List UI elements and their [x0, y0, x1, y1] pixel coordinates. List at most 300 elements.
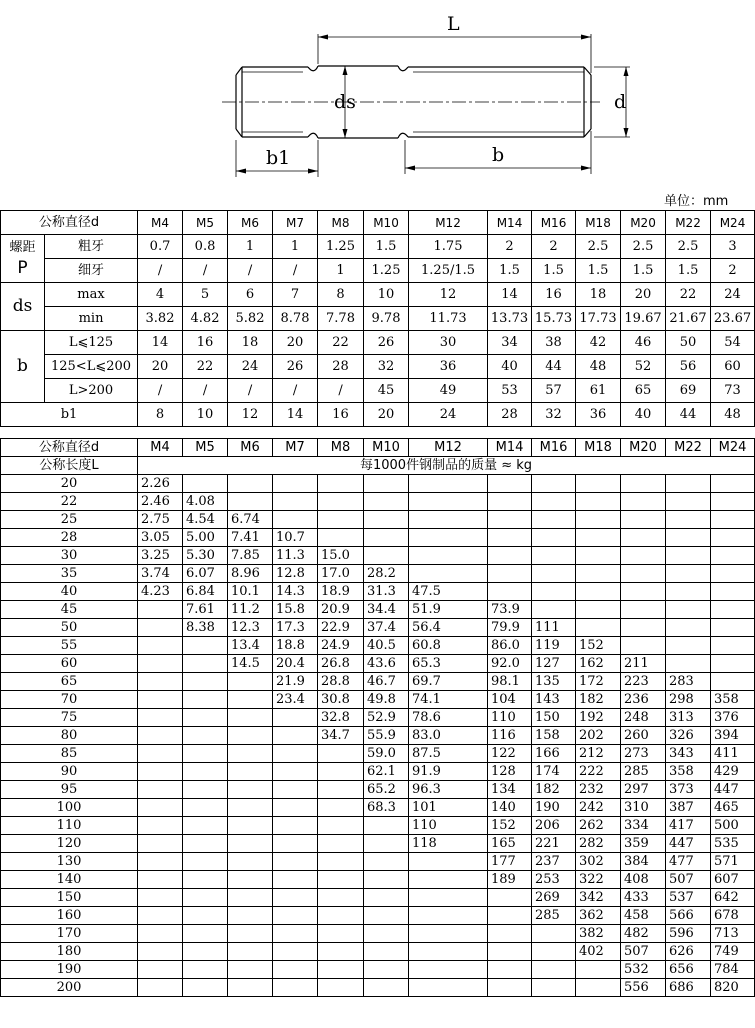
mass-cell: 507: [666, 871, 711, 889]
mass-cell: [228, 889, 273, 907]
mass-cell: 28.8: [318, 673, 364, 691]
mass-cell: 302: [576, 853, 621, 871]
mass-cell: 4.08: [183, 493, 228, 511]
mass-cell: 500: [711, 817, 755, 835]
size-cell: M16: [532, 211, 576, 235]
spec-table: [0, 210, 755, 427]
mass-cell: [138, 619, 183, 637]
mass-cell: 140: [488, 799, 532, 817]
mass-cell: [711, 619, 755, 637]
b1-cell: 20: [364, 403, 409, 427]
mass-cell: 162: [576, 655, 621, 673]
mass-cell: [621, 547, 666, 565]
mass-row: [1, 547, 755, 565]
mass-cell: [183, 673, 228, 691]
mass-cell: [318, 853, 364, 871]
mass-row: [1, 583, 755, 601]
mass-cell: 408: [621, 871, 666, 889]
mass-cell: 222: [576, 763, 621, 781]
mass-cell: 55.9: [364, 727, 409, 745]
mass-cell: 119: [532, 637, 576, 655]
mass-cell: 232: [576, 781, 621, 799]
length-cell: 160: [1, 907, 138, 925]
mass-cell: 3.74: [138, 565, 183, 583]
size-cell: M5: [183, 439, 228, 457]
size-cell: M18: [576, 211, 621, 235]
mass-cell: 74.1: [409, 691, 488, 709]
mass-caption: 每1000件钢制品的质量 ≈ kg: [138, 457, 755, 475]
mass-cell: [711, 475, 755, 493]
size-cell: M4: [138, 439, 183, 457]
mass-cell: [318, 529, 364, 547]
mass-cell: 262: [576, 817, 621, 835]
mass-cell: [228, 781, 273, 799]
mass-cell: [364, 889, 409, 907]
ds-max-cell: 24: [711, 283, 755, 307]
coarse-pitch-cell: 2: [532, 235, 576, 259]
mass-cell: [183, 745, 228, 763]
mass-cell: [364, 979, 409, 997]
fine-pitch-cell: 1.5: [666, 259, 711, 283]
mass-cell: 411: [711, 745, 755, 763]
coarse-pitch-cell: 1: [273, 235, 318, 259]
mass-cell: 87.5: [409, 745, 488, 763]
mass-row: [1, 835, 755, 853]
mass-cell: [532, 943, 576, 961]
mass-cell: [318, 961, 364, 979]
mass-cell: [138, 763, 183, 781]
mass-cell: 820: [711, 979, 755, 997]
mass-cell: [488, 583, 532, 601]
mass-cell: [138, 727, 183, 745]
fine-pitch-cell: 1.5: [621, 259, 666, 283]
mass-row: [1, 781, 755, 799]
mass-cell: [711, 673, 755, 691]
mass-cell: [576, 493, 621, 511]
mass-cell: 15.0: [318, 547, 364, 565]
mass-cell: [138, 889, 183, 907]
mass-cell: [138, 601, 183, 619]
coarse-pitch-cell: 2.5: [621, 235, 666, 259]
mass-cell: 334: [621, 817, 666, 835]
spec-header-label: 公称直径d: [1, 211, 138, 235]
mass-cell: [183, 889, 228, 907]
mass-cell: 465: [711, 799, 755, 817]
ds-max-cell: 8: [318, 283, 364, 307]
mass-cell: 394: [711, 727, 755, 745]
mass-cell: [576, 565, 621, 583]
mass-cell: [273, 925, 318, 943]
mass-cell: 17.0: [318, 565, 364, 583]
b-cell: 34: [488, 331, 532, 355]
mass-cell: [318, 475, 364, 493]
mass-cell: 65.2: [364, 781, 409, 799]
ds-min-cell: 3.82: [138, 307, 183, 331]
ds-max-cell: 6: [228, 283, 273, 307]
size-cell: M8: [318, 211, 364, 235]
b1-cell: 40: [621, 403, 666, 427]
mass-cell: 92.0: [488, 655, 532, 673]
mass-cell: 376: [711, 709, 755, 727]
mass-cell: 43.6: [364, 655, 409, 673]
mass-row: [1, 925, 755, 943]
mass-cell: 749: [711, 943, 755, 961]
mass-cell: [621, 511, 666, 529]
mass-cell: 96.3: [409, 781, 488, 799]
size-cell: M22: [666, 439, 711, 457]
mass-cell: 8.96: [228, 565, 273, 583]
ds-label: ds: [1, 283, 45, 331]
dim-d-label: d: [614, 91, 627, 113]
fine-pitch-cell: /: [228, 259, 273, 283]
mass-cell: [666, 583, 711, 601]
mass-cell: 192: [576, 709, 621, 727]
b-cell: 48: [576, 355, 621, 379]
coarse-label: 粗牙: [45, 235, 138, 259]
mass-cell: 566: [666, 907, 711, 925]
length-cell: 150: [1, 889, 138, 907]
mass-cell: 68.3: [364, 799, 409, 817]
mass-cell: [409, 907, 488, 925]
mass-cell: [318, 799, 364, 817]
mass-cell: 135: [532, 673, 576, 691]
mass-row: [1, 817, 755, 835]
mass-cell: [711, 511, 755, 529]
mass-cell: [138, 745, 183, 763]
mass-cell: [666, 511, 711, 529]
mass-cell: [183, 853, 228, 871]
coarse-row: [1, 235, 755, 259]
size-cell: M12: [409, 439, 488, 457]
mass-cell: [576, 979, 621, 997]
mass-cell: [138, 655, 183, 673]
mass-cell: [711, 601, 755, 619]
mass-cell: 37.4: [364, 619, 409, 637]
mass-cell: [183, 709, 228, 727]
mass-cell: [183, 961, 228, 979]
mass-cell: 32.8: [318, 709, 364, 727]
length-cell: 25: [1, 511, 138, 529]
mass-cell: [409, 943, 488, 961]
mass-cell: 384: [621, 853, 666, 871]
b1-cell: 8: [138, 403, 183, 427]
mass-cell: 56.4: [409, 619, 488, 637]
length-cell: 30: [1, 547, 138, 565]
b1-cell: 14: [273, 403, 318, 427]
mass-cell: [228, 763, 273, 781]
mass-row: [1, 871, 755, 889]
fine-pitch-cell: 1: [318, 259, 364, 283]
size-cell: M12: [409, 211, 488, 235]
mass-cell: [273, 781, 318, 799]
mass-cell: [711, 529, 755, 547]
length-cell: 190: [1, 961, 138, 979]
b-row-2: [1, 379, 755, 403]
mass-cell: [183, 781, 228, 799]
mass-cell: 447: [666, 835, 711, 853]
b-cell: 18: [228, 331, 273, 355]
mass-cell: 223: [621, 673, 666, 691]
mass-cell: [273, 475, 318, 493]
coarse-pitch-cell: 3: [711, 235, 755, 259]
mass-cell: 5.30: [183, 547, 228, 565]
mass-cell: 221: [532, 835, 576, 853]
mass-cell: 182: [576, 691, 621, 709]
mass-row: [1, 493, 755, 511]
max-label: max: [45, 283, 138, 307]
mass-cell: 34.4: [364, 601, 409, 619]
mass-cell: 358: [711, 691, 755, 709]
mass-cell: [183, 871, 228, 889]
length-label: 公称长度L: [1, 457, 138, 475]
mass-cell: [532, 547, 576, 565]
mass-cell: 165: [488, 835, 532, 853]
mass-cell: 686: [666, 979, 711, 997]
mass-row: [1, 637, 755, 655]
mass-cell: [138, 817, 183, 835]
length-cell: 180: [1, 943, 138, 961]
mass-cell: 98.1: [488, 673, 532, 691]
mass-caption-row: [1, 457, 755, 475]
mass-cell: [273, 961, 318, 979]
mass-cell: [409, 529, 488, 547]
b1-row: [1, 403, 755, 427]
length-cell: 50: [1, 619, 138, 637]
mass-cell: [364, 853, 409, 871]
length-cell: 28: [1, 529, 138, 547]
mass-cell: 20.4: [273, 655, 318, 673]
mass-cell: 2.26: [138, 475, 183, 493]
mass-cell: 46.7: [364, 673, 409, 691]
mass-cell: 429: [711, 763, 755, 781]
mass-cell: 24.9: [318, 637, 364, 655]
mass-cell: [183, 799, 228, 817]
mass-cell: 158: [532, 727, 576, 745]
mass-cell: 402: [576, 943, 621, 961]
mass-cell: [138, 979, 183, 997]
mass-cell: [409, 475, 488, 493]
mass-cell: [364, 475, 409, 493]
coarse-pitch-cell: 1.25: [318, 235, 364, 259]
mass-cell: 447: [711, 781, 755, 799]
mass-cell: 211: [621, 655, 666, 673]
mass-row: [1, 889, 755, 907]
mass-cell: [409, 547, 488, 565]
length-cell: 90: [1, 763, 138, 781]
mass-cell: [273, 817, 318, 835]
mass-cell: 373: [666, 781, 711, 799]
mass-cell: 122: [488, 745, 532, 763]
mass-cell: [621, 583, 666, 601]
size-cell: M14: [488, 211, 532, 235]
coarse-pitch-cell: 1.75: [409, 235, 488, 259]
ds-min-cell: 8.78: [273, 307, 318, 331]
mass-cell: 182: [532, 781, 576, 799]
mass-cell: 298: [666, 691, 711, 709]
mass-cell: 358: [666, 763, 711, 781]
mass-cell: 433: [621, 889, 666, 907]
length-cell: 75: [1, 709, 138, 727]
dim-b1-label: b1: [266, 147, 291, 169]
b1-cell: 10: [183, 403, 228, 427]
mass-cell: 34.7: [318, 727, 364, 745]
b-cell: 50: [666, 331, 711, 355]
mass-cell: [532, 475, 576, 493]
mass-cell: [318, 781, 364, 799]
mass-row: [1, 961, 755, 979]
mass-cell: 6.07: [183, 565, 228, 583]
mass-cell: 7.41: [228, 529, 273, 547]
mass-cell: [666, 475, 711, 493]
fine-pitch-cell: 1.5: [576, 259, 621, 283]
mass-cell: [621, 493, 666, 511]
mass-header-row: [1, 439, 755, 457]
b-cell: 30: [409, 331, 488, 355]
length-cell: 80: [1, 727, 138, 745]
mass-cell: [666, 529, 711, 547]
mass-cell: 387: [666, 799, 711, 817]
mass-cell: 116: [488, 727, 532, 745]
min-label: min: [45, 307, 138, 331]
mass-cell: [532, 961, 576, 979]
ds-max-cell: 14: [488, 283, 532, 307]
fine-pitch-cell: 2: [711, 259, 755, 283]
mass-cell: [228, 745, 273, 763]
mass-row: [1, 853, 755, 871]
length-cell: 85: [1, 745, 138, 763]
length-cell: 95: [1, 781, 138, 799]
mass-cell: 65.3: [409, 655, 488, 673]
mass-cell: [138, 781, 183, 799]
mass-cell: 23.4: [273, 691, 318, 709]
size-cell: M8: [318, 439, 364, 457]
mass-cell: [488, 943, 532, 961]
mass-cell: 10.1: [228, 583, 273, 601]
mass-cell: [228, 673, 273, 691]
mass-cell: [228, 817, 273, 835]
mass-cell: 20.9: [318, 601, 364, 619]
mass-cell: [621, 601, 666, 619]
mass-cell: 642: [711, 889, 755, 907]
mass-cell: 31.3: [364, 583, 409, 601]
mass-cell: 3.05: [138, 529, 183, 547]
mass-row: [1, 745, 755, 763]
ds-min-cell: 21.67: [666, 307, 711, 331]
b-cell: 36: [409, 355, 488, 379]
b-cell: 20: [138, 355, 183, 379]
mass-cell: 5.00: [183, 529, 228, 547]
mass-cell: 172: [576, 673, 621, 691]
mass-cell: 18.8: [273, 637, 318, 655]
mass-cell: [273, 745, 318, 763]
length-cell: 120: [1, 835, 138, 853]
fine-pitch-cell: /: [138, 259, 183, 283]
mass-cell: [228, 979, 273, 997]
mass-cell: 101: [409, 799, 488, 817]
mass-cell: [576, 619, 621, 637]
mass-cell: [228, 835, 273, 853]
mass-cell: [228, 493, 273, 511]
mass-cell: [183, 475, 228, 493]
mass-cell: [488, 889, 532, 907]
mass-cell: 273: [621, 745, 666, 763]
mass-cell: 326: [666, 727, 711, 745]
mass-cell: [409, 853, 488, 871]
length-cell: 140: [1, 871, 138, 889]
stud-drawing: [0, 0, 755, 185]
mass-cell: [138, 907, 183, 925]
b1-label: b1: [1, 403, 138, 427]
coarse-pitch-cell: 0.7: [138, 235, 183, 259]
mass-row: [1, 529, 755, 547]
mass-cell: 7.61: [183, 601, 228, 619]
mass-cell: [273, 853, 318, 871]
mass-cell: 2.46: [138, 493, 183, 511]
mass-cell: [228, 943, 273, 961]
mass-cell: [138, 943, 183, 961]
b-cell: /: [273, 379, 318, 403]
mass-cell: [183, 979, 228, 997]
fine-pitch-cell: 1.5: [488, 259, 532, 283]
mass-row: [1, 943, 755, 961]
mass-cell: [666, 601, 711, 619]
mass-cell: 556: [621, 979, 666, 997]
mass-cell: [488, 547, 532, 565]
mass-cell: [576, 583, 621, 601]
mass-cell: 253: [532, 871, 576, 889]
mass-cell: 104: [488, 691, 532, 709]
mass-cell: 784: [711, 961, 755, 979]
mass-cell: [183, 925, 228, 943]
mass-cell: [273, 871, 318, 889]
mass-cell: [666, 637, 711, 655]
mass-cell: 202: [576, 727, 621, 745]
size-cell: M5: [183, 211, 228, 235]
mass-cell: 189: [488, 871, 532, 889]
mass-cell: [621, 637, 666, 655]
mass-cell: [138, 835, 183, 853]
b-cell: 69: [666, 379, 711, 403]
b-cell: 28: [318, 355, 364, 379]
b1-cell: 48: [711, 403, 755, 427]
coarse-pitch-cell: 1: [228, 235, 273, 259]
size-cell: M20: [621, 439, 666, 457]
mass-cell: 28.2: [364, 565, 409, 583]
mass-cell: 174: [532, 763, 576, 781]
ds-min-cell: 11.73: [409, 307, 488, 331]
mass-row: [1, 799, 755, 817]
mass-cell: [183, 943, 228, 961]
mass-cell: 269: [532, 889, 576, 907]
ds-min-cell: 4.82: [183, 307, 228, 331]
mass-cell: [183, 691, 228, 709]
mass-cell: [318, 943, 364, 961]
fine-pitch-cell: 1.5: [532, 259, 576, 283]
ds-max-cell: 5: [183, 283, 228, 307]
mass-cell: [228, 709, 273, 727]
mass-cell: 15.8: [273, 601, 318, 619]
mass-cell: [273, 889, 318, 907]
mass-cell: [138, 853, 183, 871]
b-cell: 22: [318, 331, 364, 355]
b-cell: 53: [488, 379, 532, 403]
mass-row: [1, 601, 755, 619]
mass-cell: [711, 637, 755, 655]
mass-cell: 212: [576, 745, 621, 763]
mass-row: [1, 619, 755, 637]
mass-cell: [621, 565, 666, 583]
ds-max-cell: 20: [621, 283, 666, 307]
